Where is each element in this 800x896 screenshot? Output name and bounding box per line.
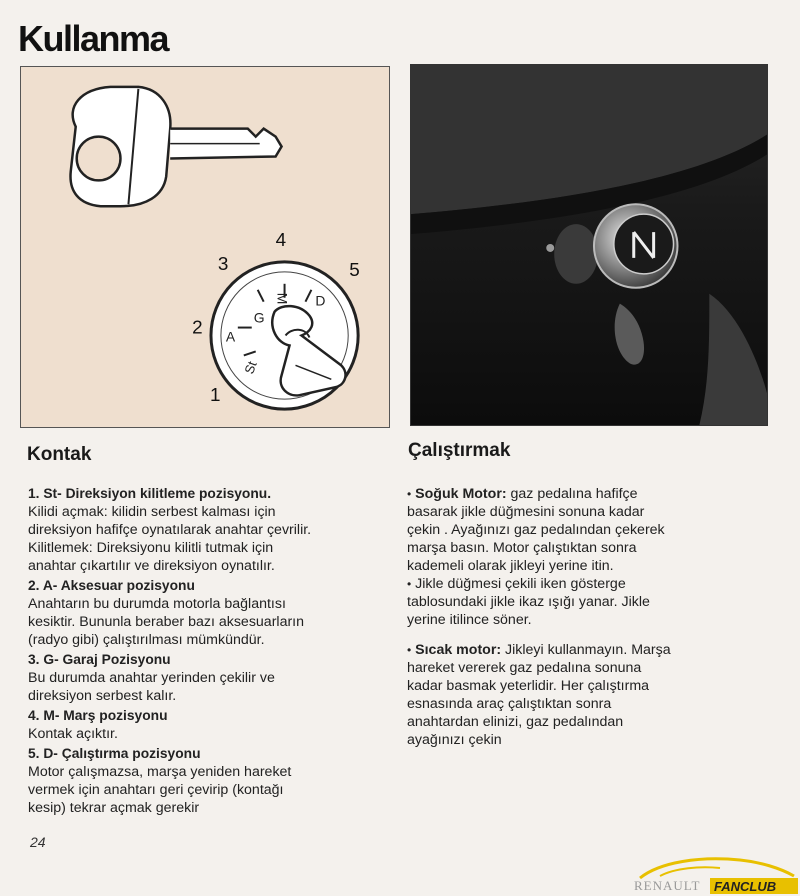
renault-fanclub-logo bbox=[630, 848, 800, 896]
paragraph-line: hareket vererek gaz pedalına sonuna bbox=[407, 660, 642, 676]
paragraph-line: esnasında araç çalıştıktan sonra bbox=[407, 696, 612, 712]
kontak-item-5 bbox=[28, 745, 378, 817]
item-line: kesip) tekrar açmak gerekir bbox=[28, 800, 200, 816]
warm-engine-paragraph bbox=[407, 641, 757, 749]
item-line: direksiyon serbest kalır. bbox=[28, 688, 177, 704]
paragraph-line: tablosundaki jikle ikaz ışığı yanar. Jikle bbox=[407, 594, 650, 610]
item-line: Kilidi açmak: kilidin serbest kalması için bbox=[28, 504, 276, 520]
kontak-heading: Kontak bbox=[27, 444, 92, 465]
paragraph-line: çekin . Ayağınızı gaz pedalından çekerek bbox=[407, 522, 665, 538]
calistirmak-heading: Çalıştırmak bbox=[408, 440, 511, 461]
item-line: vermek için anahtarı geri çevirip (kontağı bbox=[28, 782, 284, 798]
position-number-3: 3 bbox=[217, 253, 229, 275]
paragraph-line: kadar basmak yeterlidir. Her çalıştırma bbox=[407, 678, 650, 694]
item-line: direksiyon hafifçe oynatılarak anahtar çevrilir. bbox=[28, 522, 312, 538]
choke-photo-drawing bbox=[411, 65, 767, 425]
cold-engine-label: Soğuk Motor: bbox=[415, 486, 507, 502]
key-diagram bbox=[21, 67, 389, 427]
paragraph-line: kademeli olarak jikleyi yerine itin. bbox=[407, 558, 614, 574]
bullet-icon: • bbox=[407, 643, 412, 657]
paragraph-line: marşa basın. Motor çalıştıktan sonra bbox=[407, 540, 637, 556]
warm-engine-label: Sıcak motor: bbox=[415, 642, 502, 658]
item-line: Anahtarın bu durumda motorla bağlantısı bbox=[28, 596, 286, 612]
paragraph-line: yerine itilince söner. bbox=[407, 612, 532, 628]
paragraph-text: Jikleyi kullanmayın. Marşa bbox=[505, 642, 671, 658]
paragraph-line: basarak jikle düğmesini sonuna kadar bbox=[407, 504, 645, 520]
page-number: 24 bbox=[30, 834, 46, 850]
kontak-item-4 bbox=[28, 707, 378, 743]
bullet-icon: • bbox=[407, 577, 412, 591]
position-label-d: D bbox=[315, 292, 326, 309]
position-label-g: G bbox=[253, 309, 265, 326]
item-line: Bu durumda anahtar yerinden çekilir ve bbox=[28, 670, 275, 686]
paragraph-text: Jikle düğmesi çekili iken gösterge bbox=[415, 576, 626, 592]
paragraph-line: anahtardan elinizi, gaz pedalından bbox=[407, 714, 624, 730]
paragraph-text: gaz pedalına hafifçe bbox=[510, 486, 638, 502]
page-title: Kullanma bbox=[18, 18, 169, 59]
item-line: Kontak açıktır. bbox=[28, 726, 118, 742]
item-title: 5. D- Çalıştırma pozisyonu bbox=[28, 746, 201, 761]
position-number-4: 4 bbox=[275, 230, 287, 252]
ignition-key-illustration bbox=[20, 66, 390, 428]
item-line: Kilitlemek: Direksiyonu kilitli tutmak için bbox=[28, 540, 274, 556]
position-label-st: St bbox=[241, 359, 260, 376]
kontak-item-2 bbox=[28, 577, 378, 649]
position-number-1: 1 bbox=[209, 385, 221, 407]
kontak-item-3 bbox=[28, 651, 378, 705]
position-number-5: 5 bbox=[349, 259, 360, 281]
position-label-a: A bbox=[225, 328, 236, 345]
logo-club-text: FANCLUB bbox=[714, 879, 777, 894]
kontak-item-1 bbox=[28, 485, 378, 575]
key-icon bbox=[70, 87, 281, 206]
paragraph-line: ayağınızı çekin bbox=[407, 732, 502, 748]
bullet-icon: • bbox=[407, 487, 412, 501]
kontak-section bbox=[28, 485, 378, 819]
cold-engine-paragraph bbox=[407, 485, 757, 629]
item-line: anahtar çıkartılır ve direksiyon oynatılır. bbox=[28, 558, 275, 574]
logo-brand-text: RENAULT bbox=[634, 878, 701, 893]
item-title: 3. G- Garaj Pozisyonu bbox=[28, 652, 171, 667]
item-title: 4. M- Marş pozisyonu bbox=[28, 708, 168, 723]
item-line: kesiktir. Bununla beraber bazı aksesuarların bbox=[28, 614, 305, 630]
fanclub-logo-icon bbox=[630, 848, 800, 896]
choke-knob-photo bbox=[410, 64, 768, 426]
item-title: 1. St- Direksiyon kilitleme pozisyonu. bbox=[28, 486, 272, 501]
position-label-m: M bbox=[274, 292, 291, 305]
calistirmak-section bbox=[407, 485, 757, 761]
item-title: 2. A- Aksesuar pozisyonu bbox=[28, 578, 195, 593]
item-line: (radyo gibi) çalıştırılması mümkündür. bbox=[28, 632, 265, 648]
position-number-2: 2 bbox=[192, 317, 203, 339]
item-line: Motor çalışmazsa, marşa yeniden hareket bbox=[28, 764, 292, 780]
